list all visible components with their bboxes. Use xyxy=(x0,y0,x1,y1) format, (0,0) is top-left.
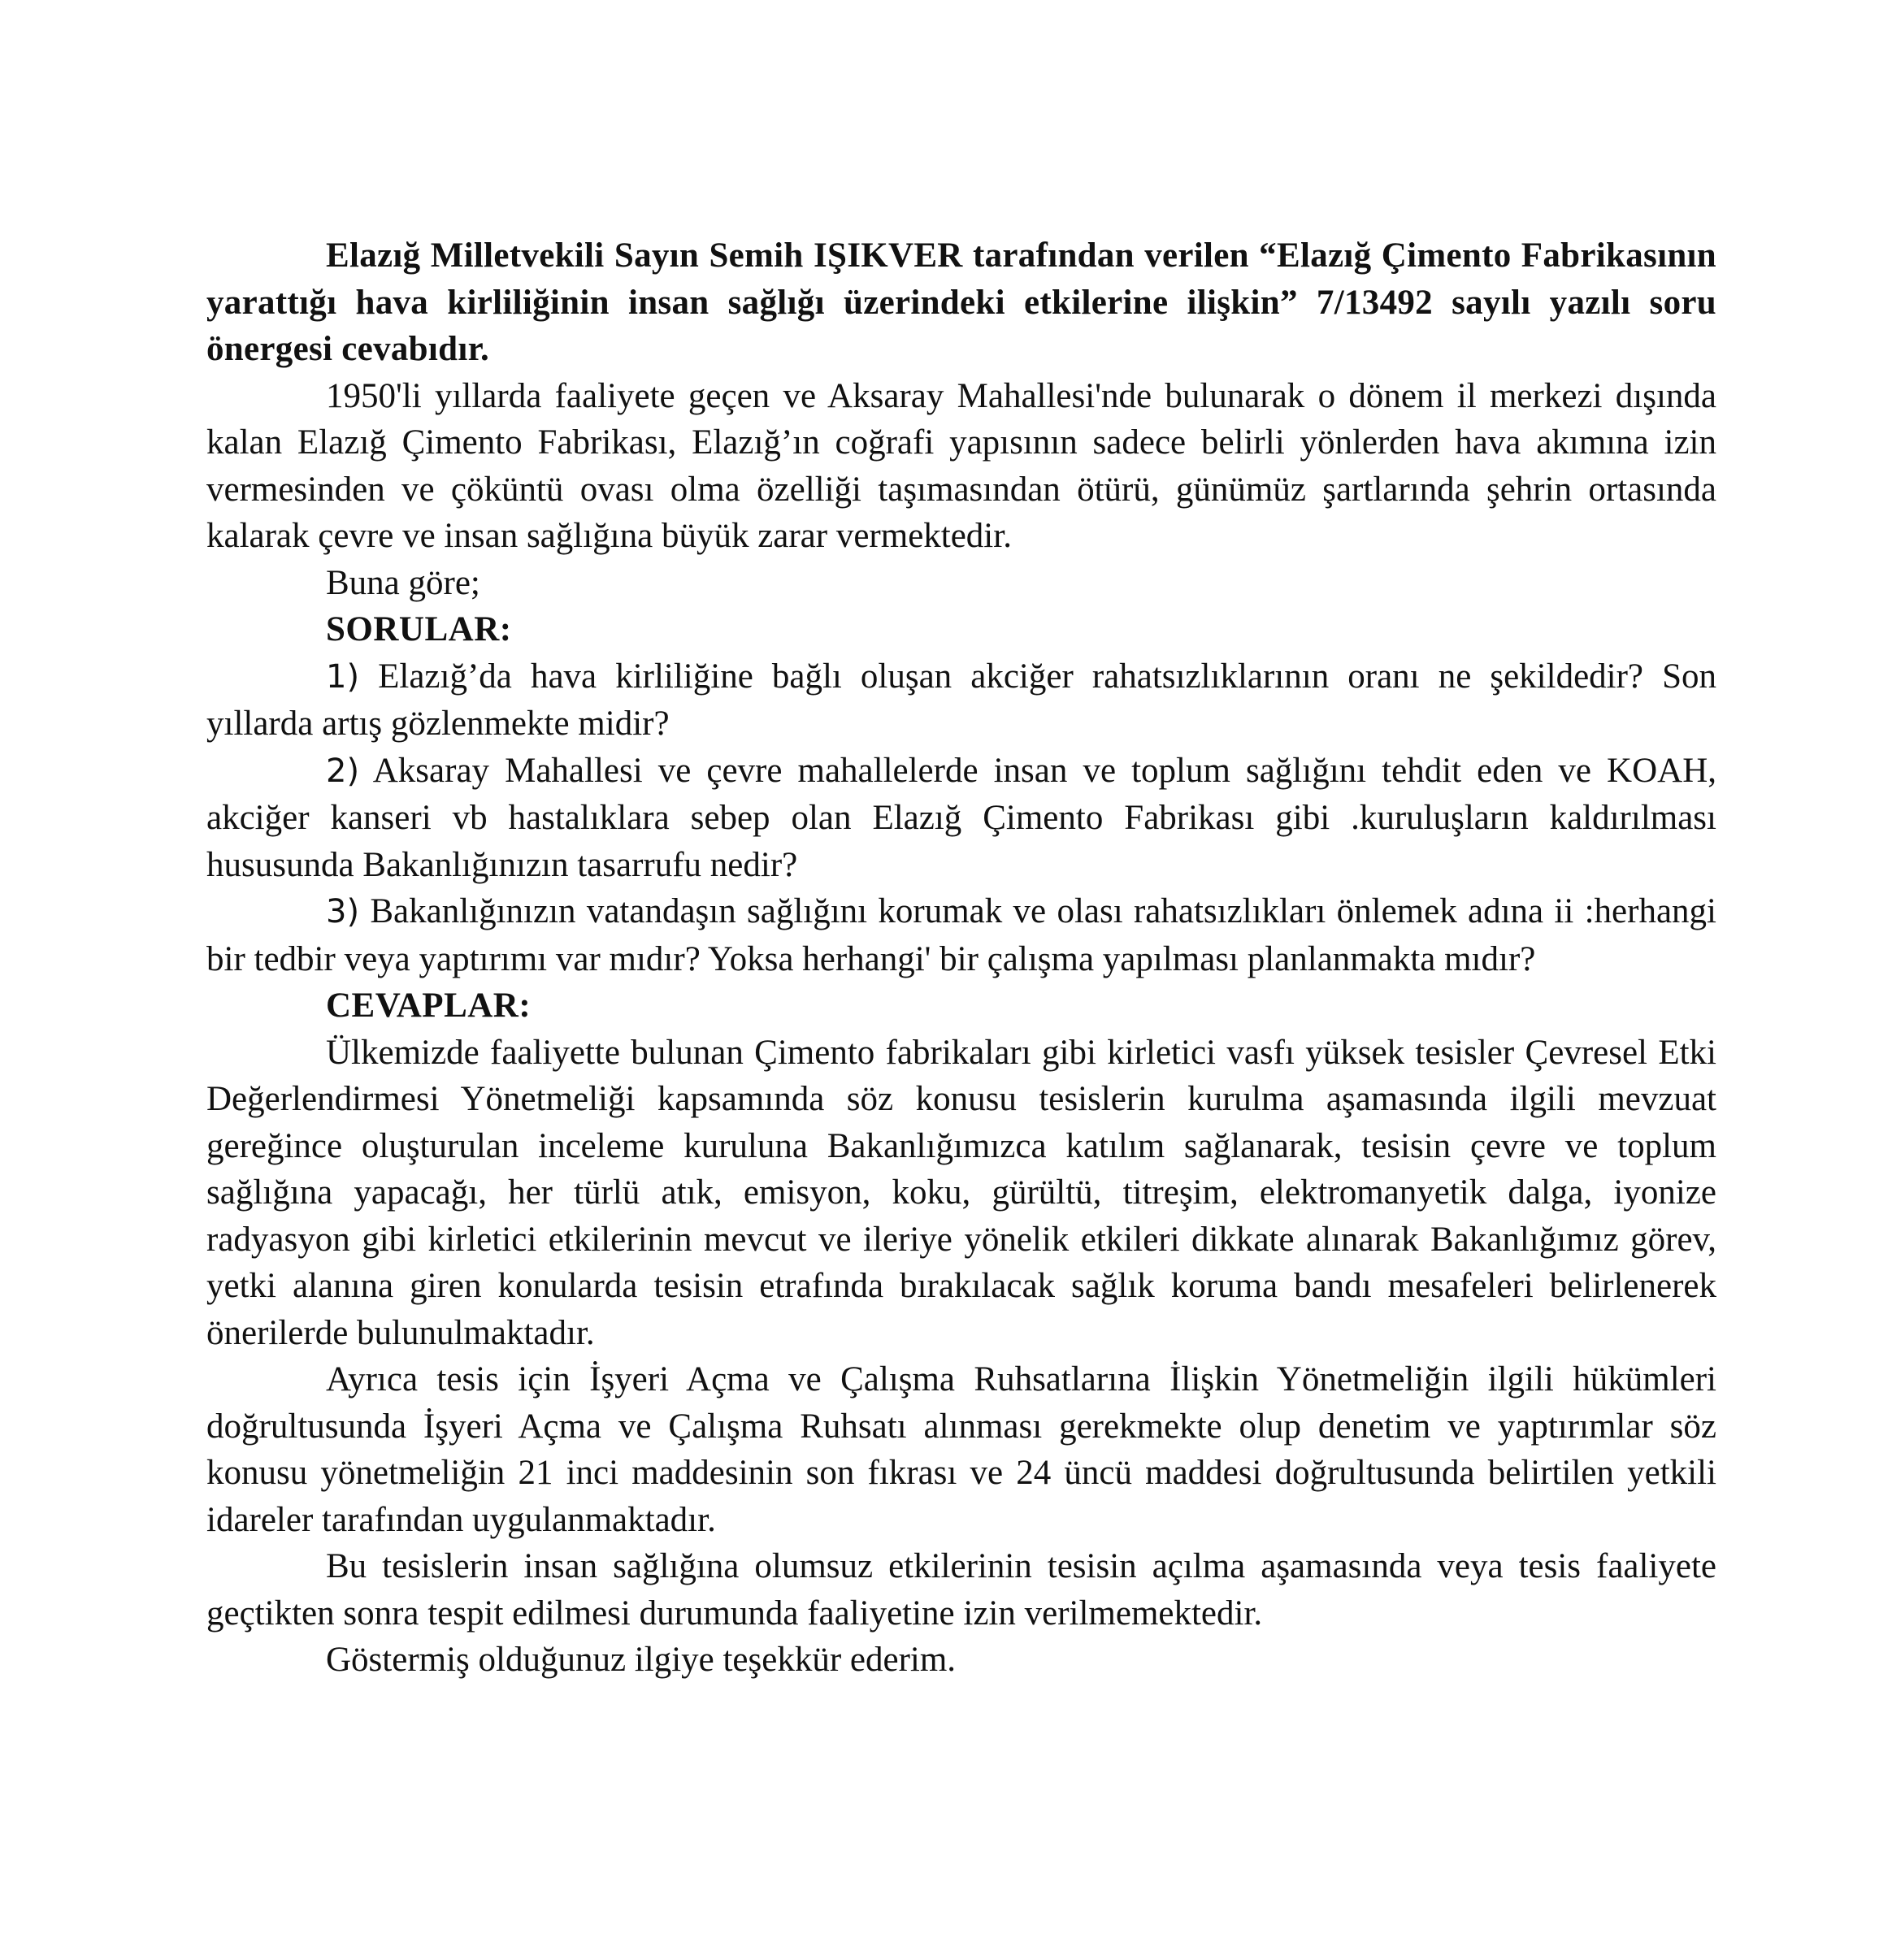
answer-paragraph-2: Ayrıca tesis için İşyeri Açma ve Çalışma Ruhsatlarına İlişkin Yönetmeliğin ilgili hükümleri doğrultusunda İşyeri Açma ve Çalışma Ruhsatı alınması gerekmekte olup denetim ve yaptırımlar söz konusu yönetmeliğin 21 inci maddesinin son fıkrası ve 24 üncü maddesi doğrultusunda belirtilen yetkili idareler tarafından uygulanmaktadır. xyxy=(206,1360,1716,1539)
document-body xyxy=(206,232,1716,1684)
answers-heading: CEVAPLAR: xyxy=(326,987,532,1025)
answer-paragraph-1: Ülkemizde faaliyette bulunan Çimento fabrikaları gibi kirletici vasfı yüksek tesisler Çevresel Etki Değerlendirmesi Yönetmeliği kapsamında söz konusu tesislerin kurulma aşamasında ilgili mevzuat gereğince oluşturulan inceleme kuruluna Bakanlığımızca katılım sağlanarak, tesisin çevre ve toplum sağlığına yapacağı, her türlü atık, emisyon, koku, gürültü, titreşim, elektromanyetik dalga, iyonize radyasyon gibi kirletici etkilerinin mevcut ve ileriye yönelik etkileri dikkate alınarak Bakanlığımız görev, yetki alanına giren konularda tesisin etrafında bırakılacak sağlık koruma bandı mesafeleri belirlenerek önerilerde bulunulmaktadır. xyxy=(206,1033,1716,1352)
closing-line: Göstermiş olduğunuz ilgiye teşekkür ederim. xyxy=(326,1641,957,1679)
document-heading: Elazığ Milletvekili Sayın Semih IŞIKVER tarafından verilen “Elazığ Çimento Fabrikasının yarattığı hava kirliliğinin insan sağlığı üzerindeki etkilerine ilişkin” 7/13492 sayılı yazılı soru önergesi cevabıdır. xyxy=(206,236,1716,368)
question-text: Bakanlığınızın vatandaşın sağlığını korumak ve olası rahatsızlıkları önlemek adına іі :herhangi bir tedbir veya yaptırımı var mıdır? Yoksa herhangi' bir çalışma yapılması planlanmakta mıdır? xyxy=(206,892,1716,978)
questions-heading: SORULAR: xyxy=(326,610,512,648)
question-number: 2) xyxy=(326,752,360,790)
question-item-1 xyxy=(206,653,1716,748)
question-text: Elazığ’da hava kirliliğine bağlı oluşan akciğer rahatsızlıklarının oranı ne şekildedir? Son yıllarda artış gözlenmekte midir? xyxy=(206,657,1716,743)
buna-gore-line: Buna göre; xyxy=(326,563,480,602)
intro-paragraph: 1950'li yıllarda faaliyete geçen ve Aksaray Mahallesi'nde bulunarak o dönem il merkezi dışında kalan Elazığ Çimento Fabrikası, Elazığ’ın coğrafi yapısının sadece belirli yönlerden hava akımına izin vermesinden ve çöküntü ovası olma özelliği taşımasından ötürü, günümüz şartlarında şehrin ortasında kalarak çevre ve insan sağlığına büyük zarar vermektedir. xyxy=(206,376,1716,555)
question-number: 3) xyxy=(326,893,360,930)
question-number: 1) xyxy=(326,657,360,696)
question-item-2 xyxy=(206,748,1716,889)
answer-paragraph-3: Bu tesislerin insan sağlığına olumsuz etkilerinin tesisin açılma aşamasında veya tesis faaliyete geçtikten sonra tespit edilmesi durumunda faaliyetine izin verilmemektedir. xyxy=(206,1547,1716,1633)
question-item-3 xyxy=(206,888,1716,982)
question-text: Aksaray Mahallesi ve çevre mahallelerde insan ve toplum sağlığını tehdit eden ve KOAH, akciğer kanseri vb hastalıklara sebep olan Elazığ Çimento Fabrikası gibi .kuruluşların kaldırılması hususunda Bakanlığınızın tasarrufu nedir? xyxy=(206,751,1716,884)
